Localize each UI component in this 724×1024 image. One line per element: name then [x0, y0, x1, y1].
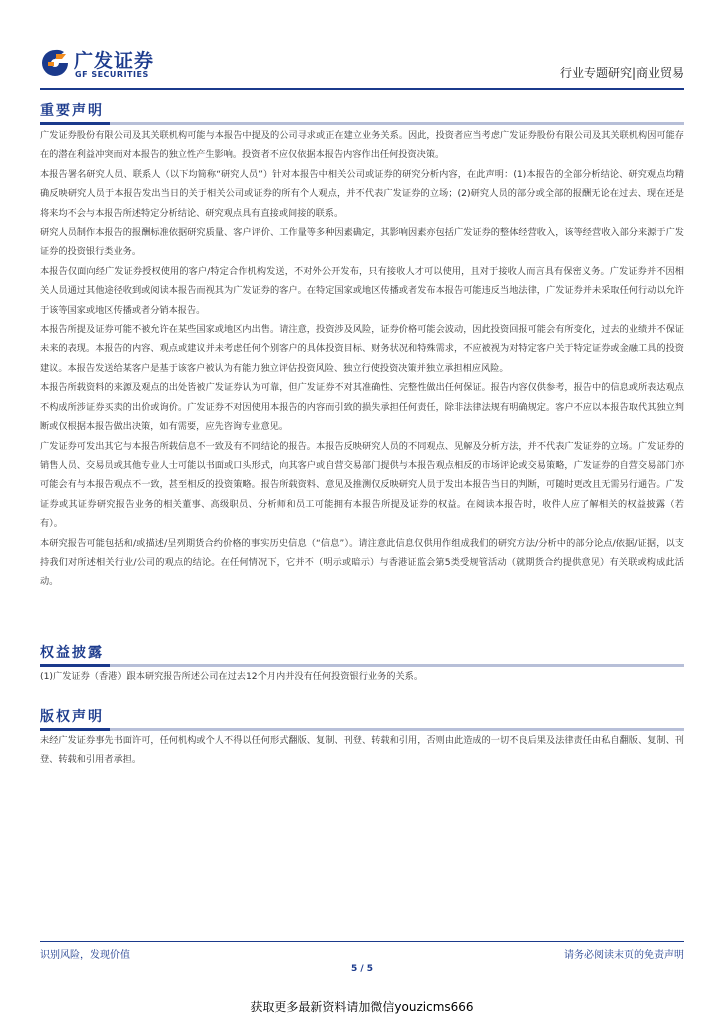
page-number: 5 / 5 [350, 964, 374, 974]
gf-logo-icon [40, 48, 70, 78]
bottom-note: 获取更多最新资料请加微信youzicms666 [250, 1000, 474, 1014]
statement-paragraph: 本报告仅面向经广发证券授权使用的客户/特定合作机构发送，不对外公开发布，只有接收人才可以使用，且对于接收人而言具有保密义务。广发证券并不因相关人员通过其他途径收到或阅读本报告而视其为广发证券的客户。在特定国家或地区传播或者发布本报告可能违反当地法律，广发证券并未采取任何行动以允许于该等国家或地区传播或者分销本报告。 [40, 265, 684, 316]
footer-divider [40, 941, 684, 942]
header-divider [40, 88, 684, 90]
copyright-body [40, 731, 684, 770]
page-header [40, 44, 684, 92]
logo-text-en: GF SECURITIES [75, 70, 149, 79]
disclosure-paragraph: (1)广发证券（香港）跟本研究报告所述公司在过去12个月内并没有任何投资银行业务的关系。 [40, 671, 424, 682]
statement-paragraph: 本报告署名研究人员、联系人（以下均简称“研究人员”）针对本报告中相关公司或证券的研究分析内容，在此声明：(1)本报告的全部分析结论、研究观点均精确反映研究人员于本报告发出当日的关于相关公司或证券的所有个人观点，并不代表广发证券的立场；(2)研究人员的部分或全部的报酬无论在过去、现在还是将来均不会与本报告所述特定分析结论、研究观点具有直接或间接的联系。 [40, 168, 684, 219]
section-title-disclosure: 权益披露 [40, 645, 104, 661]
section-bar [40, 122, 684, 125]
statement-paragraph: 本报告所载资料的来源及观点的出处皆被广发证券认为可靠，但广发证券不对其准确性、完整性做出任何保证。报告内容仅供参考，报告中的信息或所表达观点不构成所涉证券买卖的出价或询价。广发证券不对因使用本报告的内容而引致的损失承担任何责任，除非法律法规有明确规定。客户不应以本报告取代其独立判断或仅根据本报告做出决策，如有需要，应先咨询专业意见。 [40, 382, 684, 433]
statement-paragraph: 广发证券可发出其它与本报告所载信息不一致及有不同结论的报告。本报告反映研究人员的不同观点、见解及分析方法，并不代表广发证券的立场。广发证券的销售人员、交易员或其他专业人士可能以书面或口头形式，向其客户或自营交易部门提供与本报告观点相反的市场评论或交易策略，广发证券的自营交易部门亦可能会有与本报告观点不一致，甚至相反的投资策略。报告所载资料、意见及推测仅反映研究人员于发出本报告当日的判断，可随时更改且无需另行通告。广发证券或其证券研究报告业务的相关董事、高级职员、分析师和员工可能拥有本报告所提及证券的权益。在阅读本报告时，收件人应了解相关的权益披露（若有）。 [40, 440, 684, 530]
statement-paragraph: 广发证券股份有限公司及其关联机构可能与本报告中提及的公司寻求或正在建立业务关系。因此，投资者应当考虑广发证券股份有限公司及其关联机构因可能存在的潜在利益冲突而对本报告的独立性产生影响。投资者不应仅依据本报告内容作出任何投资决策。 [40, 130, 684, 161]
statement-paragraph: 本报告所提及证券可能不被允许在某些国家或地区内出售。请注意，投资涉及风险，证券价格可能会波动，因此投资回报可能会有所变化，过去的业绩并不保证未来的表现。本报告的内容、观点或建议并未考虑任何个别客户的具体投资目标、财务状况和特殊需求，不应被视为对特定客户关于特定证券或金融工具的投资建议。本报告发送给某客户是基于该客户被认为有能力独立评估投资风险、独立行使投资决策并独立承担相应风险。 [40, 324, 684, 374]
statement-body [40, 126, 684, 592]
disclosure-body [40, 667, 684, 686]
copyright-paragraph: 未经广发证券事先书面许可，任何机构或个人不得以任何形式翻版、复制、刊登、转载和引用，否则由此造成的一切不良后果及法律责任由私自翻版、复制、刊登、转载和引用者承担。 [40, 735, 684, 766]
section-title-copyright: 版权声明 [40, 709, 104, 725]
statement-paragraph: 研究人员制作本报告的报酬标准依据研究质量、客户评价、工作量等多种因素确定，其影响因素亦包括广发证券的整体经营收入，该等经营收入部分来源于广发证券的投资银行类业务。 [40, 227, 684, 258]
logo-text-cn: 广发证券 [74, 50, 155, 72]
footer-slogan: 识别风险，发现价值 [40, 950, 130, 961]
section-title-statement: 重要声明 [40, 103, 104, 119]
gf-logo [40, 44, 210, 84]
report-category: 行业专题研究|商业贸易 [559, 66, 684, 80]
footer-disclaimer-note: 请务必阅读末页的免责声明 [564, 950, 684, 961]
statement-paragraph: 本研究报告可能包括和/或描述/呈列期货合约价格的事实历史信息（“信息”）。请注意此信息仅供用作组成我们的研究方法/分析中的部分论点/依据/证据，以支持我们对所述相关行业/公司的观点的结论。在任何情况下，它并不（明示或暗示）与香港证监会第5类受规管活动（就期货合约提供意见）有关联或构成此活动。 [40, 537, 684, 588]
